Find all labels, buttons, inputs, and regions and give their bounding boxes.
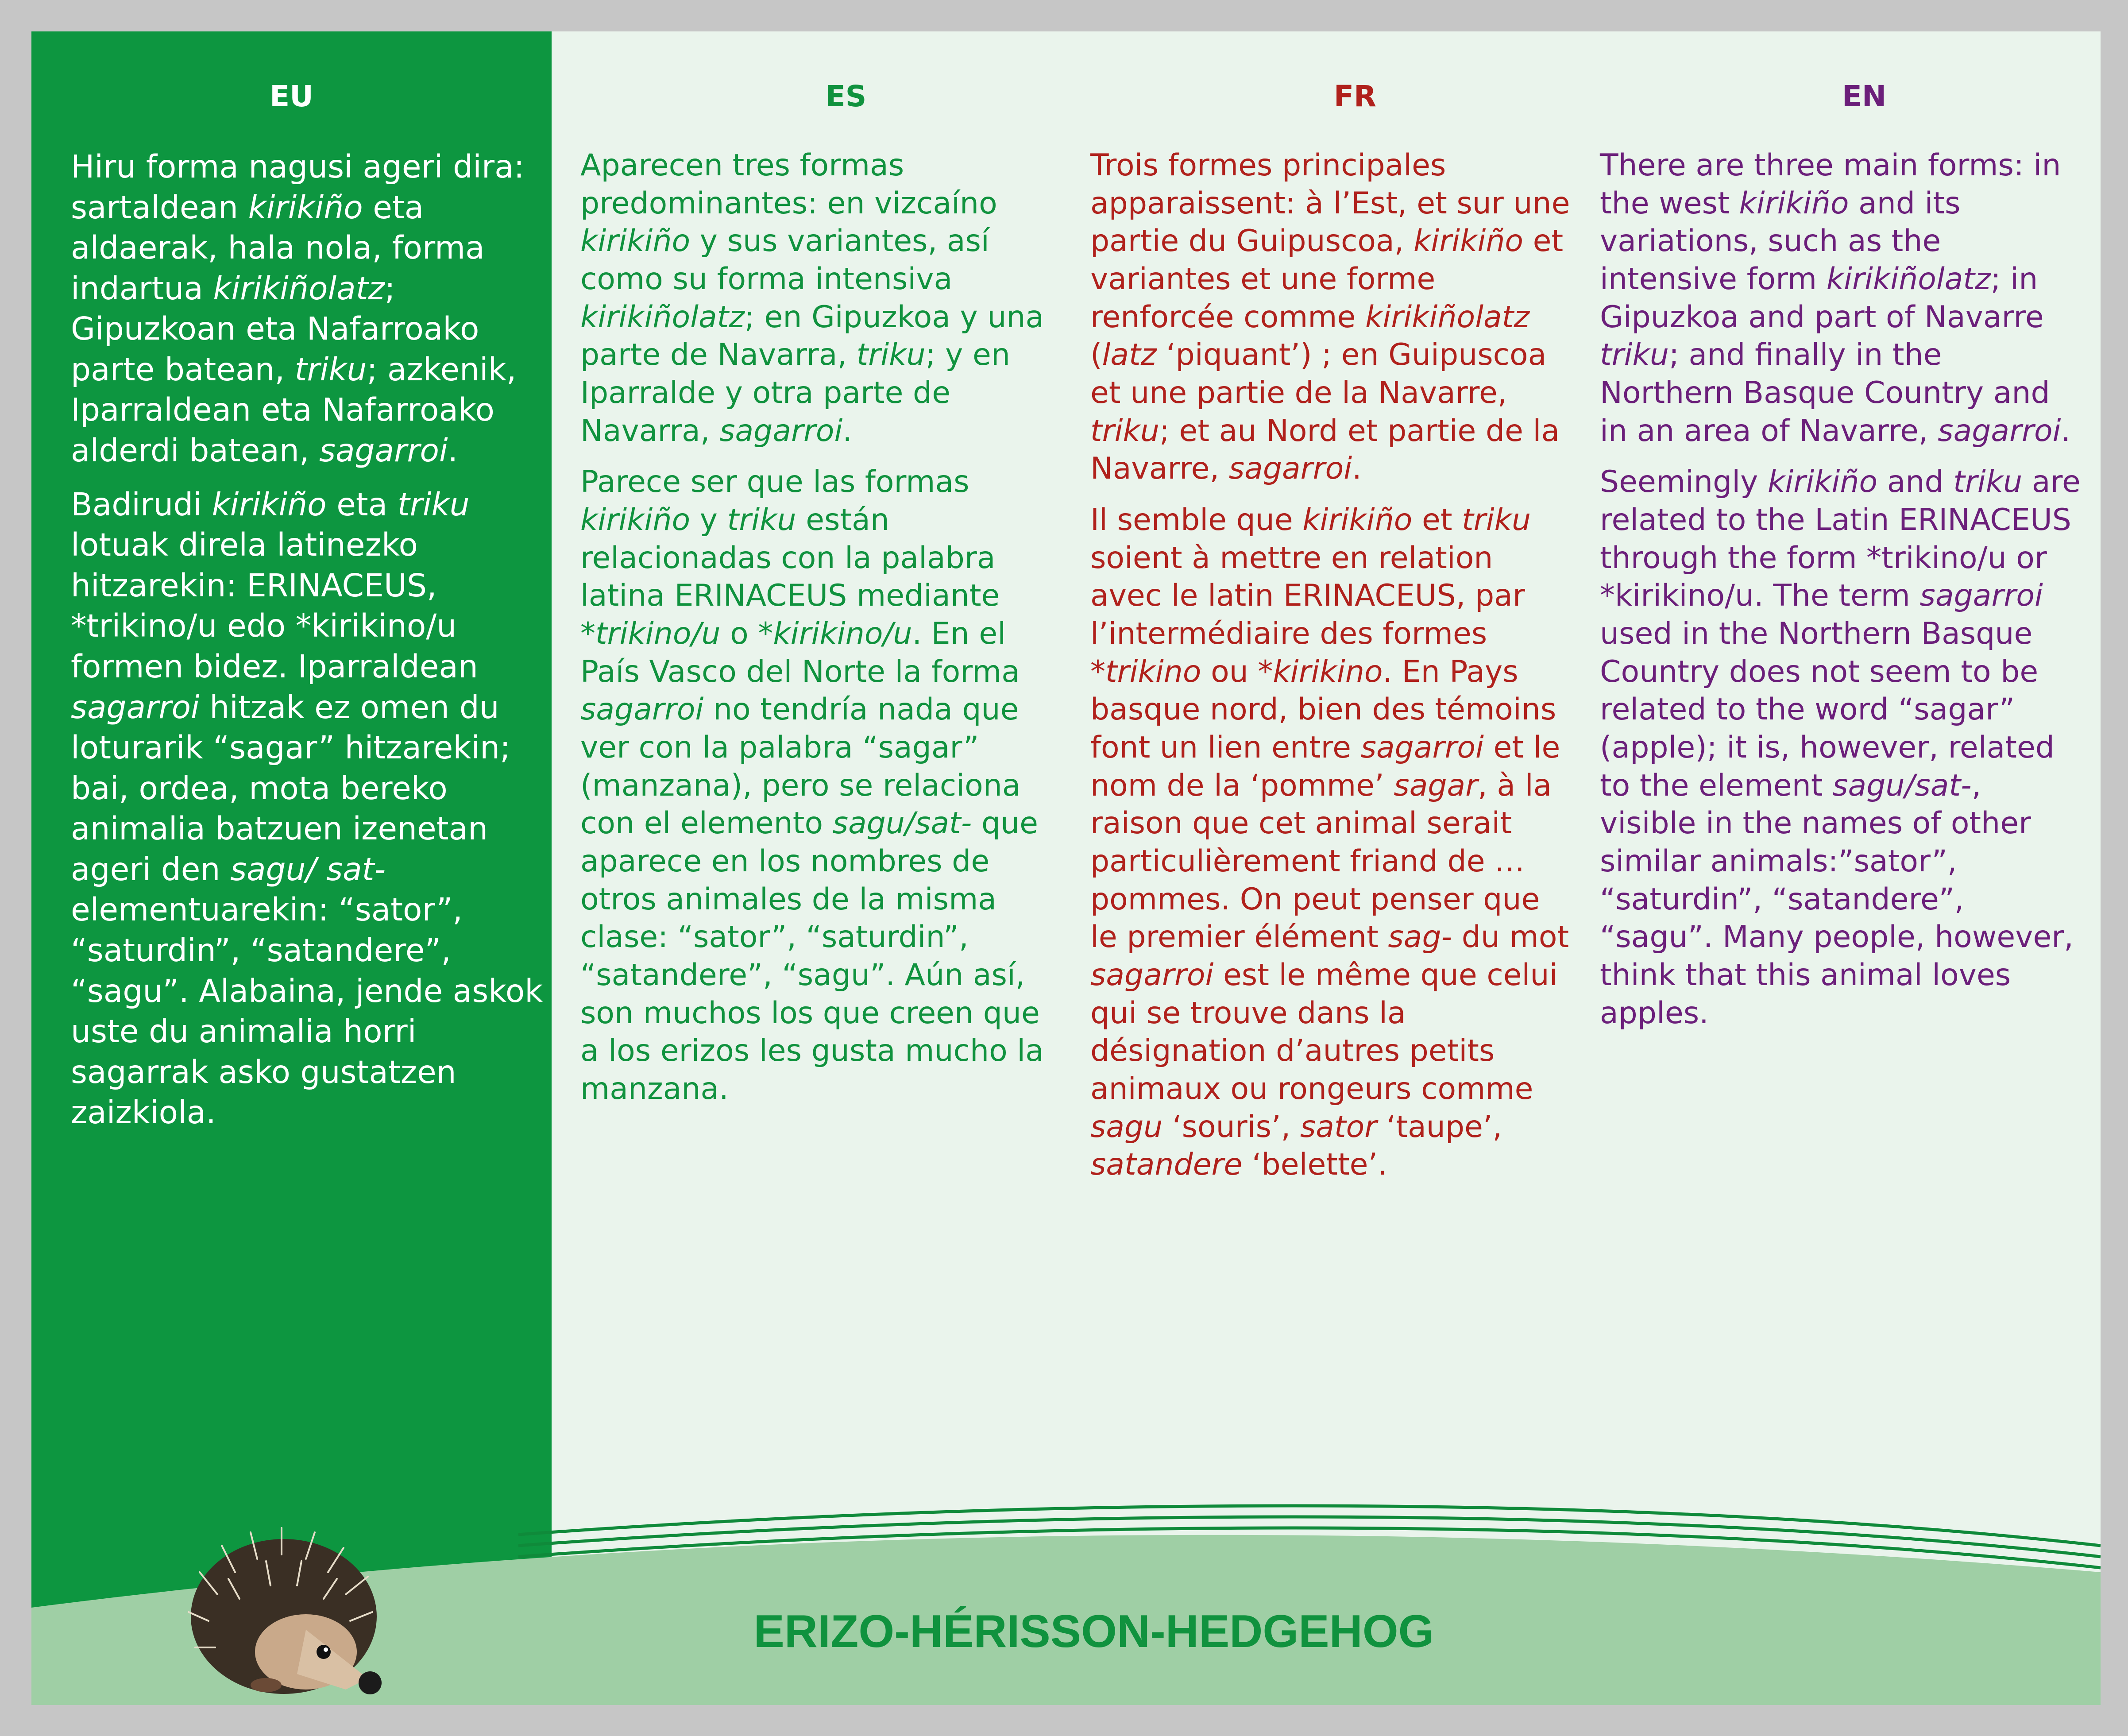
italic-term: kirikiñolatz	[213, 270, 385, 307]
italic-term: sagarroi	[1360, 730, 1484, 766]
italic-term: kirikiñolatz	[1365, 299, 1530, 335]
text-run: , visible in the names of other similar animals:”sator”, “saturdin”, “satandere”, “sagu”. Many people, however, think that this animal loves apples.	[1600, 768, 2074, 1031]
italic-term: sagarroi	[1228, 451, 1352, 487]
italic-term: triku	[294, 351, 367, 388]
text-run: soient à mettre en relation avec le latin ERINACEUS, par l’intermédiaire des formes	[1090, 540, 1525, 652]
italic-term: triku	[1090, 413, 1159, 448]
english-text-column	[1600, 147, 2082, 1045]
text-run: eta	[326, 486, 398, 523]
italic-term: kirikiño	[580, 503, 691, 538]
text-run: y	[690, 503, 727, 538]
text-run: ; in Gipuzkoa and part of Navarre	[1600, 262, 2044, 335]
text-run: .	[448, 432, 458, 469]
text-run: y sus variantes, así como su forma intensiva	[580, 224, 989, 297]
italic-term: sagar	[1394, 768, 1478, 803]
italic-term: sagarroi	[71, 688, 200, 726]
italic-term: kirikiñolatz	[1826, 262, 1991, 297]
italic-term: *kirikino/u	[758, 616, 912, 652]
paragraph	[71, 484, 549, 1133]
text-run: están relacionadas con la palabra latina ERINACEUS mediante	[580, 503, 1000, 614]
paragraph	[580, 147, 1063, 450]
text-run: Trois formes principales apparaissent: à l’Est, et sur une partie du Guipuscoa,	[1090, 148, 1570, 259]
text-run: .	[842, 413, 853, 448]
text-run: . En el País Vasco del Norte la forma	[580, 616, 1020, 689]
column-header-en: EN	[1842, 79, 1887, 113]
text-run: ; and finally in the Northern Basque Country and in an area of Navarre,	[1600, 337, 2050, 448]
text-run: ; et au Nord et partie de la Navarre,	[1090, 413, 1560, 487]
text-run: eta aldaerak, hala nola, forma indartua	[71, 189, 485, 307]
text-run: Hiru forma nagusi ageri dira: sartaldean	[71, 148, 525, 226]
info-panel	[31, 31, 2101, 1705]
text-run: Parece ser que las formas	[580, 464, 969, 500]
text-run: ; azkenik, Iparraldean eta Nafarroako alderdi batean,	[71, 351, 517, 469]
italic-term: triku	[1953, 464, 2023, 500]
text-run: .	[2061, 413, 2071, 448]
paragraph	[580, 463, 1063, 1108]
text-run: et variantes et une forme renforcée comme	[1090, 224, 1564, 335]
italic-term: kirikiño	[1413, 224, 1524, 259]
italic-term: kirikiño	[248, 189, 363, 226]
italic-term: sagarroi	[580, 692, 704, 727]
italic-term: sagu/sat-	[832, 806, 972, 841]
italic-term: sagarroi	[1938, 413, 2061, 448]
text-run: lotuak direla latinezko hitzarekin: ERINACEUS, *trikino/u edo *kirikino/u formen bidez. Iparraldean	[71, 526, 478, 685]
italic-term: kirikiño	[212, 486, 327, 523]
italic-term: kirikiñolatz	[580, 299, 745, 335]
text-run: Badirudi	[71, 486, 212, 523]
paragraph	[1600, 147, 2082, 450]
text-run: .	[1352, 451, 1362, 487]
italic-term: sagu/ sat-	[230, 851, 386, 888]
footer-title: ERIZO-HÉRISSON-HEDGEHOG	[753, 1606, 1434, 1657]
text-run: ; Gipuzkoan eta Nafarroako parte batean,	[71, 270, 479, 388]
text-run: du mot	[1452, 920, 1569, 955]
french-text-column	[1090, 147, 1573, 1197]
text-run: ‘piquant’) ; en Guipuscoa et une partie de la Navarre,	[1090, 337, 1547, 411]
italic-term: sagu	[1090, 1109, 1163, 1144]
text-run: and its variations, such as the intensive form	[1600, 186, 1961, 297]
italic-term: triku	[1600, 337, 1669, 373]
text-run: ; en Gipuzkoa y una parte de Navarra,	[580, 299, 1044, 373]
italic-term: sagarroi	[719, 413, 843, 448]
italic-term: kirikiño	[1767, 464, 1878, 500]
paragraph	[1090, 501, 1573, 1184]
text-run: et le nom de la ‘pomme’	[1090, 730, 1560, 803]
text-run: There are three main forms: in the west	[1600, 148, 2061, 221]
basque-text-column	[71, 147, 549, 1146]
italic-term: sagarroi	[1919, 578, 2043, 614]
text-run: ‘taupe’,	[1377, 1109, 1502, 1144]
text-run: ou	[1201, 654, 1258, 689]
italic-term: kirikiño	[1302, 503, 1413, 538]
italic-term: sagarroi	[1090, 958, 1214, 993]
italic-term: triku	[1462, 503, 1531, 538]
paragraph	[71, 147, 549, 471]
text-run: ‘souris’,	[1162, 1109, 1300, 1144]
italic-term: latz	[1102, 337, 1157, 373]
text-run: used in the Northern Basque Country does not seem to be related to the word “sagar” (apple); it is, however, related to the element	[1600, 616, 2055, 803]
paragraph	[1600, 463, 2082, 1032]
text-run: are related to the Latin ERINACEUS through the form *trikino/u or *kirikino/u. The term	[1600, 464, 2081, 614]
hedgehog-icon	[173, 1484, 403, 1705]
text-run: . En Pays basque nord, bien des témoins font un lien entre	[1090, 654, 1556, 766]
text-run: Il semble que	[1090, 503, 1303, 538]
text-run: que aparece en los nombres de otros animales de la misma clase: “sator”, “saturdin”, “satandere”, “sagu”. Aún así, son muchos los que creen que a los erizos les gusta mucho la manzana.	[580, 806, 1044, 1107]
paragraph	[1090, 147, 1573, 488]
text-run: (	[1090, 337, 1102, 373]
italic-term: sator	[1300, 1109, 1377, 1144]
text-run: et	[1412, 503, 1462, 538]
text-run: no tendría nada que ver con la palabra “sagar” (manzana), pero se relaciona con el elemento	[580, 692, 1021, 841]
text-run: and	[1877, 464, 1954, 500]
spanish-text-column	[580, 147, 1063, 1121]
italic-term: triku	[397, 486, 470, 523]
text-run: ; y en Iparralde y otra parte de Navarra,	[580, 337, 1010, 448]
text-run: Seemingly	[1600, 464, 1768, 500]
italic-term: triku	[856, 337, 926, 373]
italic-term: *kirikino	[1258, 654, 1383, 689]
italic-term: *trikino	[1090, 654, 1201, 689]
column-header-es: ES	[825, 79, 867, 113]
column-header-eu: EU	[270, 79, 313, 113]
italic-term: satandere	[1090, 1147, 1243, 1183]
italic-term: sagu/sat-	[1832, 768, 1972, 803]
italic-term: *trikino/u	[580, 616, 721, 652]
text-run: Aparecen tres formas predominantes: en vizcaíno	[580, 148, 997, 221]
text-run: o	[720, 616, 758, 652]
italic-term: kirikiño	[1739, 186, 1849, 221]
column-header-fr: FR	[1334, 79, 1376, 113]
italic-term: sagarroi	[319, 432, 448, 469]
text-run: , à la raison que cet animal serait particulièrement friand de … pommes. On peut penser que le premier élément	[1090, 768, 1552, 955]
italic-term: kirikiño	[580, 224, 691, 259]
text-run: est le même que celui qui se trouve dans la désignation d’autres petits animaux ou rongeurs comme	[1090, 958, 1558, 1107]
italic-term: sag-	[1388, 920, 1452, 955]
text-run: elementuarekin: “sator”, “saturdin”, “satandere”, “sagu”. Alabaina, jende askok uste du animalia horri sagarrak asko gustatzen zaizkiola.	[71, 891, 543, 1131]
text-run: ‘belette’.	[1242, 1147, 1387, 1183]
text-run: hitzak ez omen du loturarik “sagar” hitzarekin; bai, ordea, mota bereko animalia batzuen izenetan ageri den	[71, 688, 511, 888]
italic-term: triku	[727, 503, 796, 538]
